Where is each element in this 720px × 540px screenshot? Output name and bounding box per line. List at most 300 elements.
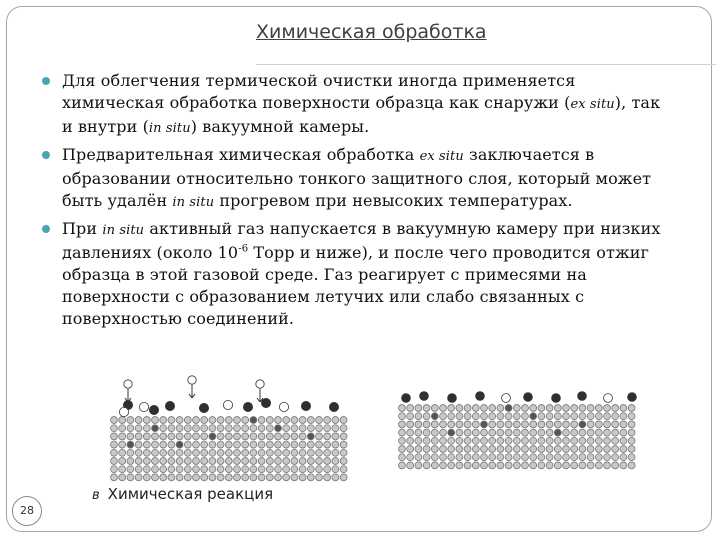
lattice-atom bbox=[168, 449, 175, 456]
lattice-atom bbox=[407, 429, 414, 436]
lattice-atom bbox=[258, 458, 265, 465]
lattice-atom bbox=[111, 466, 118, 473]
lattice-atom bbox=[628, 413, 635, 420]
lattice-atom bbox=[546, 437, 553, 444]
lattice-atom bbox=[620, 405, 627, 412]
lattice-atom bbox=[546, 405, 553, 412]
lattice-atom bbox=[340, 417, 347, 424]
lattice-atom bbox=[522, 421, 529, 428]
lattice-atom bbox=[193, 417, 200, 424]
lattice-atom bbox=[505, 429, 512, 436]
lattice-atom bbox=[579, 405, 586, 412]
lattice-atom bbox=[579, 413, 586, 420]
lattice-atom bbox=[464, 437, 471, 444]
bullet-list bbox=[42, 70, 672, 334]
lattice-atom bbox=[628, 454, 635, 461]
surface-adsorbate bbox=[199, 403, 208, 412]
lattice-atom bbox=[595, 421, 602, 428]
lattice-atom bbox=[209, 433, 216, 440]
lattice-atom bbox=[143, 417, 150, 424]
lattice-atom bbox=[184, 474, 191, 481]
lattice-atom bbox=[604, 446, 611, 453]
lattice-atom bbox=[307, 466, 314, 473]
lattice-atom bbox=[201, 441, 208, 448]
lattice-atom bbox=[538, 454, 545, 461]
lattice-atom bbox=[119, 417, 126, 424]
lattice-atom bbox=[111, 449, 118, 456]
lattice-atom bbox=[234, 466, 241, 473]
lattice-atom bbox=[579, 437, 586, 444]
lattice-atom bbox=[250, 417, 257, 424]
lattice-atom bbox=[423, 437, 430, 444]
lattice-atom bbox=[258, 474, 265, 481]
lattice-atom bbox=[448, 446, 455, 453]
lattice-atom bbox=[595, 413, 602, 420]
lattice-atom bbox=[119, 433, 126, 440]
lattice-atom bbox=[324, 425, 331, 432]
lattice-atom bbox=[152, 466, 159, 473]
lattice-atom bbox=[258, 466, 265, 473]
lattice-atom bbox=[407, 405, 414, 412]
bullet-dot-icon bbox=[42, 151, 50, 159]
lattice-atom bbox=[316, 449, 323, 456]
lattice-atom bbox=[464, 462, 471, 469]
lattice-atom bbox=[587, 437, 594, 444]
lattice-atom bbox=[266, 449, 273, 456]
lattice-atom bbox=[266, 433, 273, 440]
lattice-atom bbox=[324, 466, 331, 473]
lattice-atom bbox=[571, 437, 578, 444]
lattice-atom bbox=[217, 417, 224, 424]
lattice-atom bbox=[431, 413, 438, 420]
lattice-atom bbox=[152, 417, 159, 424]
title-underline-rule bbox=[256, 64, 716, 65]
lattice-atom bbox=[209, 449, 216, 456]
lattice-atom bbox=[579, 429, 586, 436]
lattice-atom bbox=[332, 441, 339, 448]
lattice-atom bbox=[201, 433, 208, 440]
lattice-atom bbox=[152, 474, 159, 481]
lattice-atom bbox=[127, 425, 134, 432]
lattice-atom bbox=[225, 417, 232, 424]
lattice-atom bbox=[399, 421, 406, 428]
lattice-atom bbox=[176, 433, 183, 440]
lattice-atom bbox=[193, 466, 200, 473]
lattice-atom bbox=[481, 405, 488, 412]
lattice-atom bbox=[307, 458, 314, 465]
lattice-atom bbox=[620, 413, 627, 420]
lattice-atom bbox=[266, 466, 273, 473]
surface-adsorbate bbox=[119, 407, 128, 416]
lattice-atom bbox=[316, 425, 323, 432]
lattice-atom bbox=[415, 437, 422, 444]
lattice-atom bbox=[119, 425, 126, 432]
surface-adsorbate bbox=[279, 402, 288, 411]
lattice-atom bbox=[571, 405, 578, 412]
lattice-atom bbox=[579, 462, 586, 469]
lattice-atom bbox=[415, 454, 422, 461]
lattice-atom bbox=[135, 441, 142, 448]
lattice-atom bbox=[176, 417, 183, 424]
lattice-atom bbox=[234, 474, 241, 481]
lattice-atom bbox=[111, 441, 118, 448]
surface-adsorbate bbox=[502, 394, 511, 403]
lattice-atom bbox=[160, 441, 167, 448]
lattice-atom bbox=[604, 405, 611, 412]
lattice-atom bbox=[431, 437, 438, 444]
lattice-atom bbox=[217, 433, 224, 440]
lattice-atom bbox=[291, 458, 298, 465]
lattice-atom bbox=[448, 429, 455, 436]
lattice-atom bbox=[407, 413, 414, 420]
lattice-atom bbox=[423, 405, 430, 412]
lattice-atom bbox=[291, 417, 298, 424]
lattice-atom bbox=[431, 429, 438, 436]
lattice-atom bbox=[489, 421, 496, 428]
lattice-atom bbox=[472, 462, 479, 469]
lattice-atom bbox=[152, 441, 159, 448]
surface-adsorbate bbox=[139, 402, 148, 411]
surface-adsorbate bbox=[524, 393, 533, 402]
lattice-atom bbox=[184, 458, 191, 465]
lattice-atom bbox=[448, 405, 455, 412]
lattice-atom bbox=[448, 413, 455, 420]
lattice-atom bbox=[399, 429, 406, 436]
lattice-atom bbox=[522, 437, 529, 444]
lattice-atom bbox=[217, 466, 224, 473]
lattice-atom bbox=[407, 421, 414, 428]
figure-caption bbox=[92, 485, 273, 503]
lattice-atom bbox=[225, 449, 232, 456]
lattice-atom bbox=[554, 413, 561, 420]
lattice-atom bbox=[538, 405, 545, 412]
lattice-atom bbox=[505, 454, 512, 461]
lattice-atom bbox=[340, 466, 347, 473]
lattice-atom bbox=[595, 429, 602, 436]
lattice-atom bbox=[612, 462, 619, 469]
lattice-atom bbox=[522, 446, 529, 453]
lattice-atom bbox=[604, 429, 611, 436]
lattice-atom bbox=[275, 449, 282, 456]
lattice-atom bbox=[160, 433, 167, 440]
lattice-atom bbox=[546, 413, 553, 420]
lattice-atom bbox=[225, 433, 232, 440]
lattice-atom bbox=[160, 425, 167, 432]
surface-adsorbate bbox=[165, 401, 174, 410]
lattice-atom bbox=[513, 405, 520, 412]
lattice-atom bbox=[423, 429, 430, 436]
lattice-atom bbox=[299, 474, 306, 481]
lattice-atom bbox=[283, 474, 290, 481]
lattice-atom bbox=[554, 446, 561, 453]
lattice-atom bbox=[481, 462, 488, 469]
lattice-atom bbox=[612, 421, 619, 428]
lattice-atom bbox=[522, 429, 529, 436]
lattice-atom bbox=[258, 425, 265, 432]
lattice-atom bbox=[168, 441, 175, 448]
lattice-atom bbox=[538, 413, 545, 420]
lattice-atom bbox=[554, 462, 561, 469]
lattice-atom bbox=[332, 474, 339, 481]
lattice-atom bbox=[111, 458, 118, 465]
lattice-atom bbox=[620, 421, 627, 428]
lattice-atom bbox=[307, 441, 314, 448]
lattice-atom bbox=[160, 474, 167, 481]
surface-adsorbate bbox=[402, 394, 411, 403]
lattice-atom bbox=[201, 474, 208, 481]
lattice-atom bbox=[505, 462, 512, 469]
lattice-atom bbox=[505, 437, 512, 444]
lattice-atom bbox=[587, 405, 594, 412]
lattice-atom bbox=[481, 413, 488, 420]
lattice-atom bbox=[571, 462, 578, 469]
lattice-atom bbox=[234, 433, 241, 440]
lattice-atom bbox=[176, 474, 183, 481]
lattice-atom bbox=[299, 441, 306, 448]
lattice-atom bbox=[448, 462, 455, 469]
lattice-atom bbox=[119, 466, 126, 473]
lattice-atom bbox=[612, 437, 619, 444]
lattice-atom bbox=[193, 449, 200, 456]
lattice-atom bbox=[266, 441, 273, 448]
lattice-atom bbox=[242, 474, 249, 481]
lattice-atom bbox=[307, 449, 314, 456]
lattice-atom bbox=[111, 425, 118, 432]
lattice-atom bbox=[497, 437, 504, 444]
lattice-atom bbox=[184, 466, 191, 473]
gas-molecule bbox=[188, 376, 196, 384]
lattice-atom bbox=[127, 441, 134, 448]
lattice-atom bbox=[513, 429, 520, 436]
lattice-atom bbox=[176, 425, 183, 432]
lattice-atom bbox=[332, 433, 339, 440]
lattice-atom bbox=[399, 462, 406, 469]
lattice-atom bbox=[324, 441, 331, 448]
lattice-atom bbox=[489, 446, 496, 453]
lattice-atom bbox=[587, 429, 594, 436]
lattice-atom bbox=[620, 437, 627, 444]
lattice-atom bbox=[423, 446, 430, 453]
lattice-atom bbox=[283, 449, 290, 456]
lattice-atom bbox=[440, 454, 447, 461]
lattice-atom bbox=[340, 449, 347, 456]
lattice-atom bbox=[522, 454, 529, 461]
lattice-atom bbox=[554, 437, 561, 444]
lattice-atom bbox=[563, 462, 570, 469]
lattice-atom bbox=[587, 462, 594, 469]
lattice-atom bbox=[464, 421, 471, 428]
lattice-atom bbox=[184, 449, 191, 456]
lattice-atom bbox=[234, 441, 241, 448]
lattice-atom bbox=[184, 441, 191, 448]
lattice-atom bbox=[119, 441, 126, 448]
lattice-atom bbox=[168, 433, 175, 440]
bullet-dot-icon bbox=[42, 225, 50, 233]
lattice-atom bbox=[628, 446, 635, 453]
lattice-atom bbox=[291, 433, 298, 440]
lattice-atom bbox=[250, 425, 257, 432]
lattice-atom bbox=[291, 425, 298, 432]
lattice-atom bbox=[135, 458, 142, 465]
lattice-atom bbox=[481, 437, 488, 444]
lattice-atom bbox=[513, 446, 520, 453]
lattice-atom bbox=[423, 413, 430, 420]
lattice-atom bbox=[505, 446, 512, 453]
lattice-atom bbox=[324, 417, 331, 424]
lattice-atom bbox=[242, 466, 249, 473]
lattice-atom bbox=[604, 454, 611, 461]
surface-adsorbate bbox=[420, 392, 429, 401]
lattice-atom bbox=[530, 413, 537, 420]
lattice-atom bbox=[456, 413, 463, 420]
lattice-atom bbox=[217, 449, 224, 456]
lattice-atom bbox=[201, 449, 208, 456]
lattice-atom bbox=[513, 462, 520, 469]
lattice-atom bbox=[242, 449, 249, 456]
lattice-atom bbox=[423, 421, 430, 428]
lattice-atom bbox=[538, 421, 545, 428]
lattice-atom bbox=[431, 462, 438, 469]
lattice-atom bbox=[299, 433, 306, 440]
lattice-atom bbox=[160, 417, 167, 424]
lattice-atom bbox=[579, 421, 586, 428]
lattice-atom bbox=[234, 458, 241, 465]
lattice-atom bbox=[275, 425, 282, 432]
lattice-atom bbox=[209, 458, 216, 465]
lattice-atom bbox=[209, 425, 216, 432]
lattice-atom bbox=[143, 474, 150, 481]
lattice-atom bbox=[563, 437, 570, 444]
lattice-atom bbox=[135, 466, 142, 473]
lattice-atom bbox=[497, 421, 504, 428]
lattice-atom bbox=[628, 421, 635, 428]
lattice-atom bbox=[160, 466, 167, 473]
lattice-atom bbox=[456, 405, 463, 412]
lattice-atom bbox=[135, 474, 142, 481]
lattice-atom bbox=[340, 433, 347, 440]
lattice-atom bbox=[250, 474, 257, 481]
lattice-atom bbox=[464, 454, 471, 461]
lattice-atom bbox=[423, 454, 430, 461]
lattice-atom bbox=[546, 421, 553, 428]
lattice-atom bbox=[225, 474, 232, 481]
lattice-atom bbox=[307, 425, 314, 432]
lattice-atom bbox=[456, 421, 463, 428]
lattice-atom bbox=[324, 433, 331, 440]
lattice-atom bbox=[571, 421, 578, 428]
lattice-atom bbox=[431, 421, 438, 428]
lattice-atom bbox=[448, 421, 455, 428]
lattice-atom bbox=[407, 454, 414, 461]
lattice-atom bbox=[168, 466, 175, 473]
lattice-atom bbox=[554, 429, 561, 436]
lattice-atom bbox=[587, 446, 594, 453]
lattice-atom bbox=[291, 466, 298, 473]
lattice-atom bbox=[505, 421, 512, 428]
lattice-atom bbox=[283, 458, 290, 465]
lattice-atom bbox=[431, 405, 438, 412]
lattice-atom bbox=[563, 413, 570, 420]
lattice-atom bbox=[464, 446, 471, 453]
lattice-atom bbox=[464, 413, 471, 420]
lattice-atom bbox=[168, 458, 175, 465]
lattice-atom bbox=[324, 449, 331, 456]
lattice-atom bbox=[332, 466, 339, 473]
lattice-atom bbox=[587, 421, 594, 428]
lattice-atom bbox=[340, 474, 347, 481]
lattice-atom bbox=[489, 437, 496, 444]
lattice-atom bbox=[415, 462, 422, 469]
lattice-atom bbox=[324, 474, 331, 481]
lattice-atom bbox=[201, 417, 208, 424]
surface-adsorbate bbox=[476, 392, 485, 401]
lattice-atom bbox=[193, 474, 200, 481]
lattice-atom bbox=[563, 454, 570, 461]
bullet-item: Предварительная химическая обработка ex situ заключается в образовании относительно тонкого защитного слоя, который может быть удалён in situ прогревом при невысоких температурах. bbox=[42, 144, 672, 214]
gas-molecule bbox=[124, 380, 132, 388]
lattice-atom bbox=[209, 417, 216, 424]
lattice-atom bbox=[489, 462, 496, 469]
lattice-atom bbox=[225, 441, 232, 448]
lattice-atom bbox=[595, 437, 602, 444]
lattice-atom bbox=[415, 429, 422, 436]
lattice-atom bbox=[538, 462, 545, 469]
lattice-atom bbox=[225, 425, 232, 432]
lattice-atom bbox=[546, 454, 553, 461]
slide-title: Химическая обработка bbox=[256, 21, 487, 43]
lattice-atom bbox=[628, 462, 635, 469]
lattice-atom bbox=[604, 421, 611, 428]
lattice-atom bbox=[250, 449, 257, 456]
surface-adsorbate bbox=[578, 392, 587, 401]
lattice-atom bbox=[266, 474, 273, 481]
lattice-atom bbox=[595, 446, 602, 453]
lattice-atom bbox=[127, 466, 134, 473]
lattice-atom bbox=[489, 405, 496, 412]
lattice-atom bbox=[143, 433, 150, 440]
lattice-atom bbox=[283, 466, 290, 473]
lattice-atom bbox=[530, 462, 537, 469]
lattice-atom bbox=[554, 454, 561, 461]
surface-adsorbate bbox=[628, 393, 637, 402]
lattice-atom bbox=[546, 446, 553, 453]
lattice-atom bbox=[440, 429, 447, 436]
lattice-atom bbox=[604, 462, 611, 469]
lattice-atom bbox=[472, 405, 479, 412]
lattice-atom bbox=[497, 462, 504, 469]
lattice-atom bbox=[456, 429, 463, 436]
surface-adsorbate bbox=[604, 394, 613, 403]
lattice-atom bbox=[275, 441, 282, 448]
lattice-atom bbox=[407, 437, 414, 444]
lattice-atom bbox=[299, 425, 306, 432]
lattice-atom bbox=[612, 405, 619, 412]
lattice-atom bbox=[538, 446, 545, 453]
lattice-atom bbox=[423, 462, 430, 469]
lattice-atom bbox=[316, 417, 323, 424]
lattice-atom bbox=[119, 449, 126, 456]
lattice-atom bbox=[530, 437, 537, 444]
lattice-atom bbox=[440, 405, 447, 412]
lattice-atom bbox=[563, 421, 570, 428]
lattice-atom bbox=[554, 421, 561, 428]
lattice-atom bbox=[407, 462, 414, 469]
lattice-atom bbox=[111, 433, 118, 440]
lattice-atom bbox=[472, 429, 479, 436]
lattice-atom bbox=[472, 413, 479, 420]
lattice-atom bbox=[143, 449, 150, 456]
lattice-atom bbox=[266, 417, 273, 424]
